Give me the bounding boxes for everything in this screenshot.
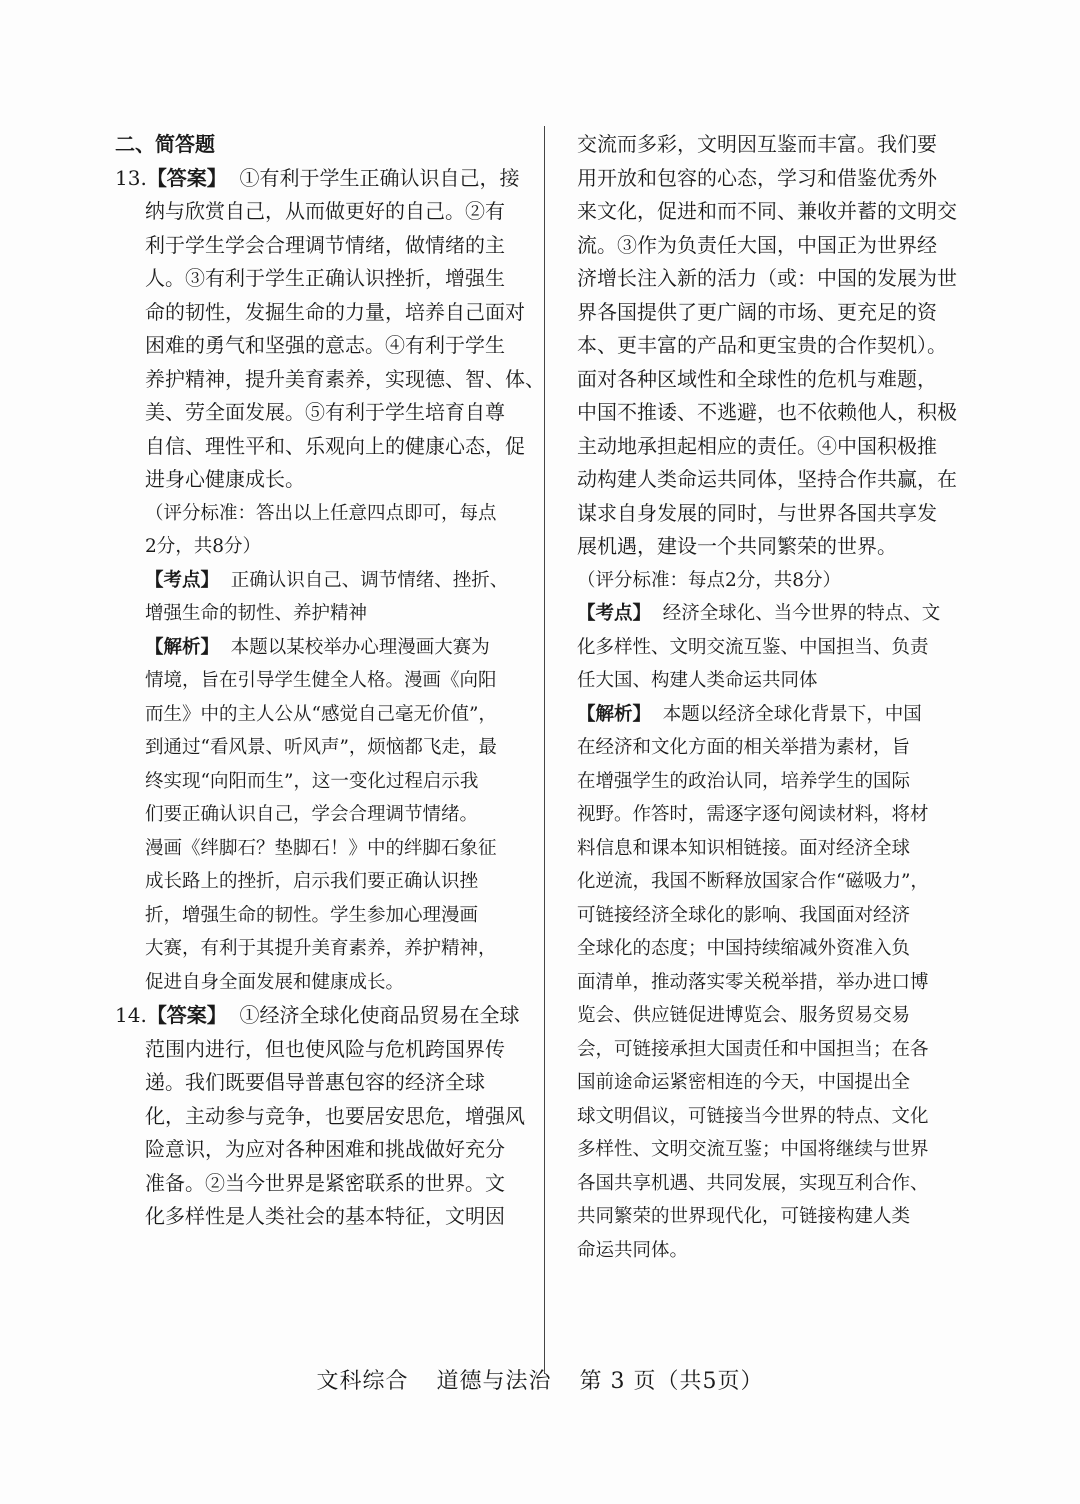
column-divider — [544, 126, 545, 1374]
q14-answer-line: 中国不推诿、不逃避，也不依赖他人，积极 — [577, 400, 957, 424]
section-title: 二、简答题 — [115, 132, 215, 156]
q14-analysis-line: 本题以经济全球化背景下，中国 — [662, 703, 922, 725]
q13-answer-first-line — [115, 162, 530, 196]
q14-answer-line: 化多样性是人类社会的基本特征，文明因 — [145, 1204, 505, 1228]
q14-answer-line: 交流而多彩，文明因互鉴而丰富。我们要 — [577, 132, 937, 156]
page-footer — [0, 1364, 1080, 1395]
q14-answer-line: ①经济全球化使商品贸易在全球 — [239, 1003, 520, 1027]
q14-answer-line: 面对各种区域性和全球性的危机与难题， — [577, 366, 937, 391]
q14-answer-line: 界各国提供了更广阔的市场、更充足的资 — [577, 299, 937, 324]
q14-analysis-line: 各国共享机遇、共同发展，实现互利合作、 — [577, 1172, 929, 1194]
q13-keypoint-first-line — [115, 564, 530, 598]
q14-answer-line: 流。③作为负责任大国，中国正为世界经 — [577, 232, 937, 257]
q13-keypoint-tag: 【考点】 — [145, 569, 220, 591]
left-column — [115, 128, 545, 1234]
q14-analysis-line: 会，可链接承担大国责任和中国担当；在各 — [577, 1038, 929, 1060]
q13-analysis-line: 促进自身全面发展和健康成长。 — [145, 971, 405, 993]
q14-analysis-line: 视野。作答时，需逐字逐句阅读材料，将材 — [577, 804, 929, 825]
q13-answer-line: 自信、理性平和、乐观向上的健康心态，促 — [145, 433, 525, 458]
q13-scoring-line: 2分，共8分） — [145, 536, 262, 557]
q14-answer-line: 范围内进行，但也使风险与危机跨国界传 — [145, 1036, 505, 1061]
q13-number: 13. — [115, 165, 147, 190]
q13-keypoint-line: 增强生命的韧性、养护精神 — [145, 603, 368, 624]
q13-analysis-line: 情境，旨在引导学生健全人格。漫画《向阳 — [145, 670, 497, 691]
q14-answer-line: 用开放和包容的心态，学习和借鉴优秀外 — [577, 165, 937, 190]
q13-analysis-line: 漫画《绊脚石？垫脚石！》中的绊脚石象征 — [145, 837, 497, 859]
q14-analysis-line: 国前途命运紧密相连的今天，中国提出全 — [577, 1072, 911, 1093]
q14-analysis-line: 览会、供应链促进博览会、服务贸易交易 — [577, 1005, 911, 1026]
q14-answer-line: 准备。②当今世界是紧密联系的世界。文 — [145, 1170, 505, 1195]
q14-analysis-line: 可链接经济全球化的影响、我国面对经济 — [577, 904, 911, 926]
footer-subject: 文科综合 — [316, 1369, 409, 1394]
q13-analysis-line: 终实现“向阳而生”，这一变化过程启示我 — [145, 770, 479, 792]
q13-analysis-tag: 【解析】 — [145, 636, 220, 658]
q13-answer-line: 困难的勇气和坚强的意志。④有利于学生 — [145, 333, 505, 357]
q13-analysis-line: 们要正确认识自己，学会合理调节情绪。 — [145, 804, 479, 825]
q14-scoring-line: （评分标准：每点2分，共8分） — [577, 569, 842, 591]
q14-analysis-first-line — [577, 698, 977, 732]
q14-analysis-line: 命运共同体。 — [577, 1239, 689, 1261]
right-column — [577, 128, 977, 1267]
q13-answer-line: 养护精神，提升美育素养，实现德、智、体、 — [145, 366, 545, 391]
q14-answer-line: 险意识，为应对各种困难和挑战做好充分 — [145, 1137, 505, 1161]
q13-analysis-line: 折，增强生命的韧性。学生参加心理漫画 — [145, 904, 479, 926]
q13-keypoint-line: 正确认识自己、调节情绪、挫折、 — [230, 569, 509, 591]
q13-analysis-line: 而生》中的主人公从“感觉自己毫无价值”， — [145, 703, 497, 725]
q14-answer-line: 动构建人类命运共同体，坚持合作共赢，在 — [577, 467, 957, 491]
q14-keypoint-first-line — [577, 597, 977, 631]
q14-analysis-line: 球文明倡议，可链接当今世界的特点、文化 — [577, 1105, 929, 1127]
q14-keypoint-line: 化多样性、文明交流互鉴、中国担当、负责 — [577, 636, 929, 658]
q13-answer-line: 进身心健康成长。 — [145, 467, 305, 491]
q14-answer-line: 化，主动参与竞争，也要居安思危，增强风 — [145, 1103, 525, 1128]
q13-answer-line: 人。③有利于学生正确认识挫折，增强生 — [145, 266, 505, 290]
q13-answer-line: 纳与欣赏自己，从而做更好的自己。②有 — [145, 199, 505, 223]
q14-answer-tag: 【答案】 — [146, 1003, 227, 1027]
q14-answer-line: 谋求自身发展的同时，与世界各国共享发 — [577, 500, 937, 525]
q13-scoring-line: （评分标准：答出以上任意四点即可，每点 — [145, 502, 497, 524]
question-13 — [115, 162, 545, 1000]
q14-analysis-tag: 【解析】 — [577, 703, 652, 725]
q14-number: 14. — [115, 1003, 147, 1027]
q14-analysis-line: 全球化的态度；中国持续缩减外资准入负 — [577, 938, 911, 959]
q13-answer-line: ①有利于学生正确认识自己，接 — [239, 165, 520, 190]
q13-answer-line: 利于学生学会合理调节情绪，做情绪的主 — [145, 232, 505, 257]
q14-answer-line: 展机遇，建设一个共同繁荣的世界。 — [577, 534, 897, 558]
q13-analysis-line: 大赛，有利于其提升美育素养，养护精神， — [145, 938, 497, 959]
q14-answer-line: 济增长注入新的活力（或：中国的发展为世 — [577, 266, 957, 290]
q14-analysis-line: 共同繁荣的世界现代化，可链接构建人类 — [577, 1206, 911, 1227]
q13-answer-line: 美、劳全面发展。⑤有利于学生培育自尊 — [145, 400, 505, 424]
q14-analysis-line: 料信息和课本知识相链接。面对经济全球 — [577, 837, 911, 859]
q14-analysis-line: 化逆流，我国不断释放国家合作“磁吸力”， — [577, 871, 929, 892]
q14-answer-line: 来文化，促进和而不同、兼收并蓄的文明交 — [577, 199, 957, 223]
q14-answer-first-line — [115, 999, 530, 1033]
q13-analysis-line: 本题以某校举办心理漫画大赛为 — [230, 636, 490, 658]
q14-keypoint-line: 经济全球化、当今世界的特点、文 — [662, 603, 941, 624]
q14-answer-line: 递。我们既要倡导普惠包容的经济全球 — [145, 1070, 485, 1094]
q13-analysis-first-line — [115, 631, 530, 665]
q13-analysis-line: 到通过“看风景、听风声”，烦恼都飞走，最 — [145, 737, 497, 758]
q14-analysis-line: 在经济和文化方面的相关举措为素材，旨 — [577, 737, 911, 758]
q13-answer-tag: 【答案】 — [146, 165, 227, 190]
q14-analysis-line: 面清单，推动落实零关税举措，举办进口博 — [577, 971, 929, 993]
q14-analysis-line: 多样性、文明交流互鉴；中国将继续与世界 — [577, 1139, 929, 1160]
q14-answer-line: 主动地承担起相应的责任。④中国积极推 — [577, 433, 937, 458]
question-14 — [115, 999, 530, 1234]
q14-keypoint-line: 任大国、构建人类命运共同体 — [577, 670, 818, 691]
q14-keypoint-tag: 【考点】 — [577, 603, 652, 624]
footer-page-info: 第 3 页（共5页） — [579, 1369, 764, 1394]
q13-answer-line: 命的韧性，发掘生命的力量，培养自己面对 — [145, 299, 525, 324]
q14-analysis-line: 在增强学生的政治认同，培养学生的国际 — [577, 770, 911, 792]
q14-answer-line: 本、更丰富的产品和更宝贵的合作契机）。 — [577, 333, 947, 357]
q13-analysis-line: 成长路上的挫折，启示我们要正确认识挫 — [145, 871, 479, 892]
footer-course: 道德与法治 — [436, 1369, 552, 1394]
